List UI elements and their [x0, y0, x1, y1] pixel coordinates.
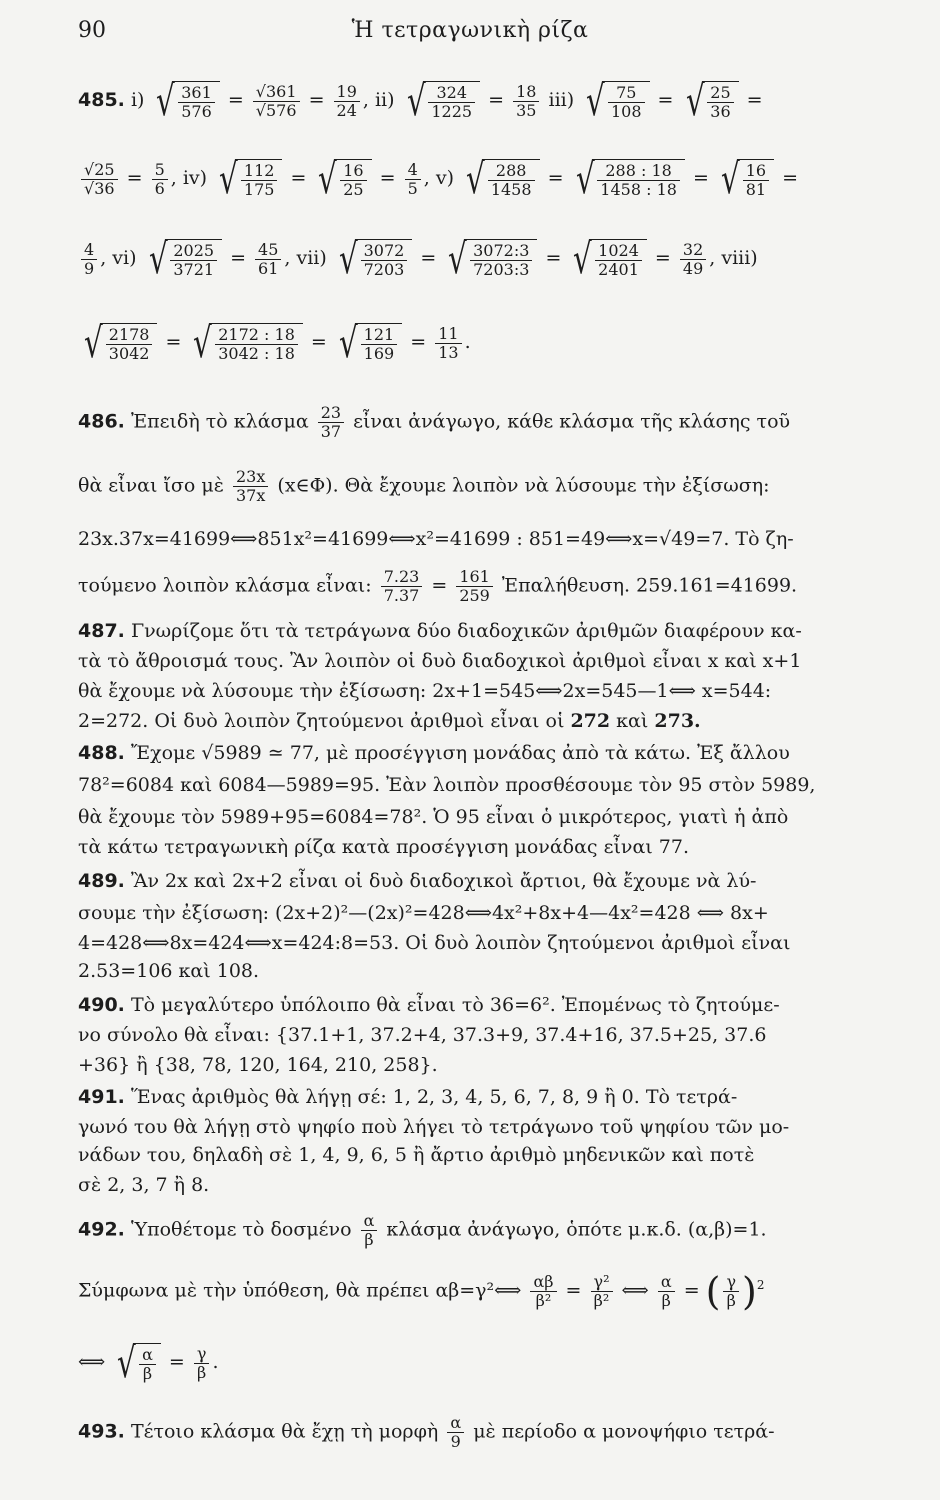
- p491-line-1: 491. Ἕνας ἀριθμὸς θὰ λήγῃ σέ: 1, 2, 3, 4, 5, 6, 7, 8, 9 ἢ 0. Τὸ τετρά-: [78, 1086, 738, 1108]
- p491-line-3: νάδων του, δηλαδὴ σὲ 1, 4, 9, 6, 5 ἢ ἄρτιο ἀριθμὸ μηδενικῶν καὶ ποτὲ: [78, 1144, 755, 1166]
- p492-line-1: 492. Ὑποθέτομε τὸ δοσμένο $\frac{\alpha}{\beta}$ κλάσμα ἀνάγωγο, ὁπότε μ.κ.δ. (α,β)=1.: [78, 1211, 767, 1249]
- p488-line-1: 488. Ἔχομε √5989 ≃ 77, μὲ προσέγγιση μονάδας ἀπὸ τὰ κάτω. Ἐξ ἄλλου: [78, 742, 790, 764]
- page-header: [0, 14, 940, 48]
- problem-490-label: 490.: [78, 994, 125, 1016]
- p486-line-2: θὰ εἶναι ἴσο μὲ $\frac{23x}{37x}$ (x∈Φ). Θὰ ἔχουμε λοιπὸν νὰ λύσουμε τὴν ἐξίσωση:: [78, 467, 770, 505]
- running-title: Ἡ τετραγωνικὴ ρίζα: [351, 18, 589, 43]
- p486-line-1: 486. Ἐπειδὴ τὸ κλάσμα $\frac{23}{37}$ εἶναι ἀνάγωγο, κάθε κλάσμα τῆς κλάσης τοῦ: [78, 403, 791, 441]
- p492-line-3: ⟺ √ $\frac{\alpha}{\beta}$ = $\frac{\gamma}{\beta}$ .: [78, 1338, 219, 1387]
- p489-line-4: 2.53=106 καὶ 108.: [78, 960, 260, 982]
- problem-486-label: 486.: [78, 410, 125, 433]
- p488-line-4: τὰ κάτω τετραγωνικὴ ρίζα κατὰ προσέγγιση μονάδας εἶναι 77.: [78, 836, 689, 858]
- p489-line-2: σουμε τὴν ἐξίσωση: (2x+2)²—(2x)²=428⟺4x²+8x+4—4x²=428 ⟺ 8x+: [78, 902, 769, 924]
- problem-488-label: 488.: [78, 742, 125, 764]
- p488-line-2: 78²=6084 καὶ 6084—5989=95. Ἐὰν λοιπὸν προσθέσουμε τὸν 95 στὸν 5989,: [78, 774, 816, 796]
- problem-485-label: 485.: [78, 89, 125, 111]
- p487-line-1: 487. Γνωρίζομε ὅτι τὰ τετράγωνα δύο διαδοχικῶν ἀριθμῶν διαφέρουν κα-: [78, 620, 802, 642]
- p493-line-1: 493. Τέτοιο κλάσμα θὰ ἔχῃ τὴ μορφὴ $\frac{\alpha}{9}$ μὲ περίοδο α μονοψήφιο τετρά-: [78, 1413, 775, 1451]
- p491-line-4: σὲ 2, 3, 7 ἢ 8.: [78, 1174, 210, 1196]
- p487-line-4: 2=272. Οἱ δυὸ λοιπὸν ζητούμενοι ἀριθμοὶ εἶναι οἱ 272 καὶ 273.: [78, 710, 701, 732]
- p485-line-2: $\frac{√25}{√36}$ = $\frac{5}{6}$ , iv) √ $\frac{112}{175}$ = √ $\frac{16}{25}$ = $\frac{4}{5}$ , v) √ $\frac{288}{1458}$ = √ $\frac{288 : 18}{1458 : 18}$ = √ $\frac{16}{81}$ =: [78, 158, 900, 200]
- problem-493-label: 493.: [78, 1420, 125, 1443]
- p485-line-1: 485. i) √ $\frac{361}{576}$ = $\frac{√361}{√576}$ = $\frac{19}{24}$ , ii) √ $\frac{324}{1225}$ = $\frac{18}{35}$ iii) √ $\frac{75}{108}$ = √ $\frac{25}{36}$ =: [78, 76, 763, 125]
- p485-line-4: √ $\frac{2178}{3042}$ = √ $\frac{2172 : 18}{3042 : 18}$ = √ $\frac{121}{169}$ = $\frac{11}{13}$ .: [84, 318, 471, 367]
- p490-line-3: +36} ἢ {38, 78, 120, 164, 210, 258}.: [78, 1054, 438, 1076]
- problem-491-label: 491.: [78, 1086, 125, 1108]
- problem-489-label: 489.: [78, 870, 125, 892]
- problem-487-label: 487.: [78, 620, 125, 642]
- p489-line-1: 489. Ἂν 2x καὶ 2x+2 εἶναι οἱ δυὸ διαδοχικοὶ ἄρτιοι, θὰ ἔχουμε νὰ λύ-: [78, 870, 757, 892]
- p492-line-2: Σύμφωνα μὲ τὴν ὑπόθεση, θὰ πρέπει αβ=γ²⟺ $\frac{\alpha\beta}{\text{β²}}$ = $\frac{\text{γ²}}{\text{β²}}$ ⟺ $\frac{\alpha}{\beta}$ = ( $\frac{\gamma}{\beta}$ )$^2$: [78, 1269, 765, 1314]
- p486-line-4: τούμενο λοιπὸν κλάσμα εἶναι: $\frac{7.23}{7.37}$ = $\frac{161}{259}$ Ἐπαλήθευση. 259.161=41699.: [78, 567, 798, 605]
- p490-line-2: νο σύνολο θὰ εἶναι: {37.1+1, 37.2+4, 37.3+9, 37.4+16, 37.5+25, 37.6: [78, 1024, 767, 1046]
- p488-line-3: θὰ ἔχουμε τὸν 5989+95=6084=78². Ὁ 95 εἶναι ὁ μικρότερος, γιατὶ ἡ ἀπὸ: [78, 806, 789, 828]
- p489-line-3: 4=428⟺8x=424⟺x=424:8=53. Οἱ δυὸ λοιπὸν ζητούμενοι ἀριθμοὶ εἶναι: [78, 932, 791, 954]
- p487-line-3: θὰ ἔχουμε νὰ λύσουμε τὴν ἐξίσωση: 2x+1=545⟺2x=545—1⟺ x=544:: [78, 680, 772, 702]
- p487-line-2: τὰ τὸ ἄθροισμά τους. Ἂν λοιπὸν οἱ δυὸ διαδοχικοὶ ἀριθμοὶ εἶναι x καὶ x+1: [78, 650, 802, 672]
- problem-492-label: 492.: [78, 1218, 125, 1241]
- p491-line-2: γωνό του θὰ λήγῃ στὸ ψηφίο ποὺ λήγει τὸ τετράγωνο τοῦ ψηφίου τῶν μο-: [78, 1116, 790, 1138]
- p485-line-3: $\frac{4}{9}$ , vi) √ $\frac{2025}{3721}$ = $\frac{45}{61}$ , vii) √ $\frac{3072}{7203}$ = √ $\frac{3072:3}{7203:3}$ = √ $\frac{1024}{2401}$ = $\frac{32}{49}$ , viii): [78, 238, 900, 280]
- p486-line-3: 23x.37x=41699⟺851x²=41699⟺x²=41699 : 851=49⟺x=√49=7. Τὸ ζη-: [78, 528, 794, 550]
- page-number: 90: [78, 18, 106, 43]
- p490-line-1: 490. Τὸ μεγαλύτερο ὑπόλοιπο θὰ εἶναι τὸ 36=6². Ἐπομένως τὸ ζητούμε-: [78, 994, 780, 1016]
